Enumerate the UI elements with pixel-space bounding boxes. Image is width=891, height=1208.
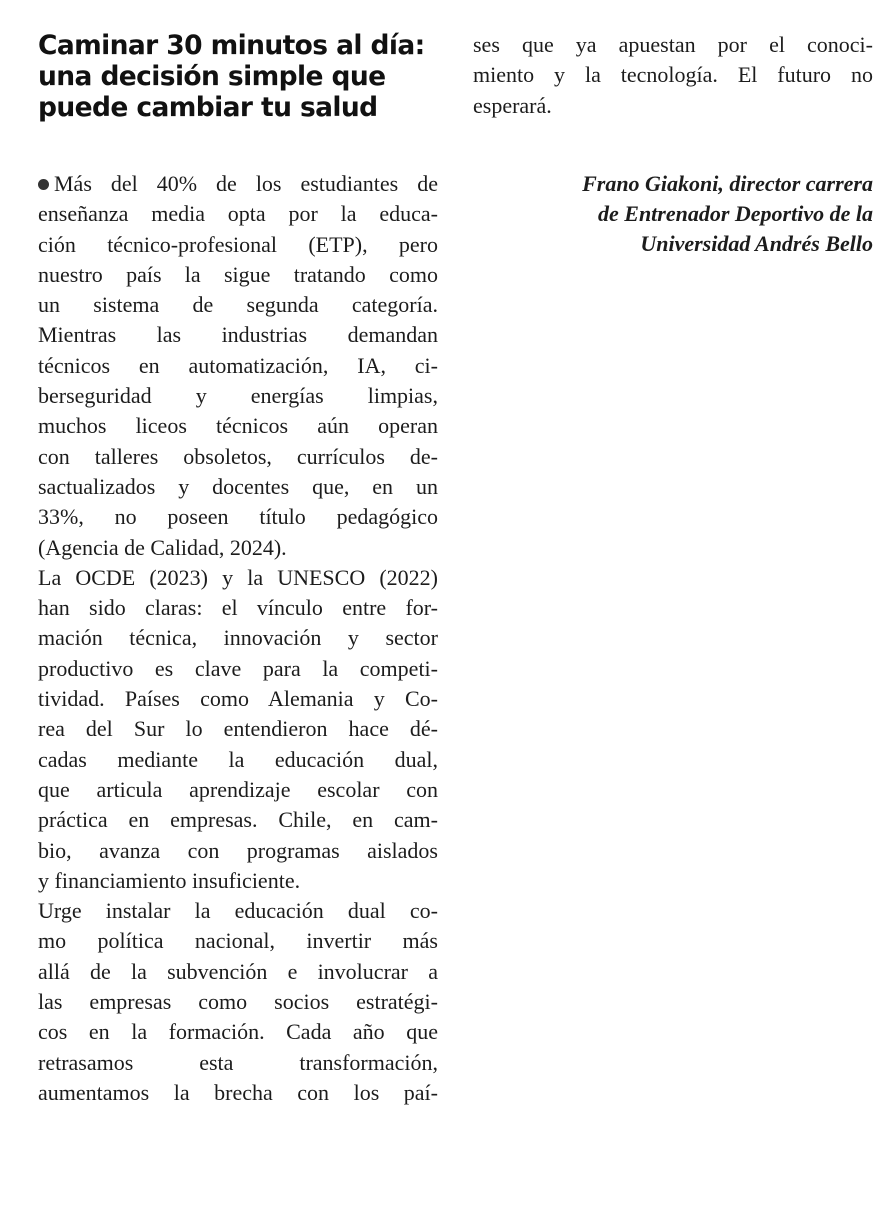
body-line: un sistema de segunda categoría. [38,292,438,318]
body-line: bio, avanza con programas aislados [38,837,438,863]
body-line: técnicos en automatización, IA, ci- [38,352,438,378]
body-line-text: Más del 40% de los estudiantes de [54,171,438,196]
signature-line: de Entrenador Deportivo de la [598,201,873,227]
left-column [38,30,438,1108]
body-line: berseguridad y energías limpias, [38,383,438,409]
body-line: Mientras las industrias demandan [38,322,438,348]
body-line: y financiamiento insuficiente. [38,867,301,893]
body-line: enseñanza media opta por la educa- [38,201,438,227]
body-line: mo política nacional, invertir más [38,928,438,954]
author-signature [473,169,873,260]
body-line: retrasamos esta transformación, [38,1049,438,1075]
body-line: ción técnico-profesional (ETP), pero [38,231,438,257]
body-line: 33%, no poseen título pedagógico [38,504,438,530]
headline-line: puede cambiar tu salud [38,92,378,123]
body-line: (Agencia de Calidad, 2024). [38,534,287,560]
body-line: cos en la formación. Cada año que [38,1019,438,1045]
body-line: esperará. [473,92,552,118]
bullet-icon [38,179,49,190]
body-line: sactualizados y docentes que, en un [38,473,438,499]
body-line: práctica en empresas. Chile, en cam- [38,807,438,833]
body-line: allá de la subvención e involucrar a [38,958,438,984]
signature-line: Frano Giakoni, director carrera [582,170,873,196]
body-line: las empresas como socios estratégi- [38,989,438,1015]
body-line: La OCDE (2023) y la UNESCO (2022) [38,564,438,590]
signature-line: Universidad Andrés Bello [640,231,873,257]
body-line: con talleres obsoletos, currículos de- [38,443,438,469]
body-line: cadas mediante la educación dual, [38,746,438,772]
body-line: miento y la tecnología. El futuro no [473,62,873,88]
body-line: que articula aprendizaje escolar con [38,776,438,802]
body-line [38,169,438,199]
headline-line: una decisión simple que [38,61,386,92]
right-column [473,30,873,260]
body-line: productivo es clave para la competi- [38,655,438,681]
body-line: rea del Sur lo entendieron hace dé- [38,716,438,742]
headline-line: Caminar 30 minutos al día: [38,30,425,61]
body-line: han sido claras: el vínculo entre for- [38,595,438,621]
body-line: aumentamos la brecha con los paí- [38,1079,438,1105]
headline [38,30,438,123]
body-line: mación técnica, innovación y sector [38,625,438,651]
body-line: muchos liceos técnicos aún operan [38,413,438,439]
body-line: Urge instalar la educación dual co- [38,898,438,924]
article-body-continued [473,30,873,121]
body-line: ses que ya apuestan por el conoci- [473,32,873,57]
body-line: nuestro país la sigue tratando como [38,261,438,287]
article-body [38,169,438,1108]
body-line: tividad. Países como Alemania y Co- [38,686,438,712]
